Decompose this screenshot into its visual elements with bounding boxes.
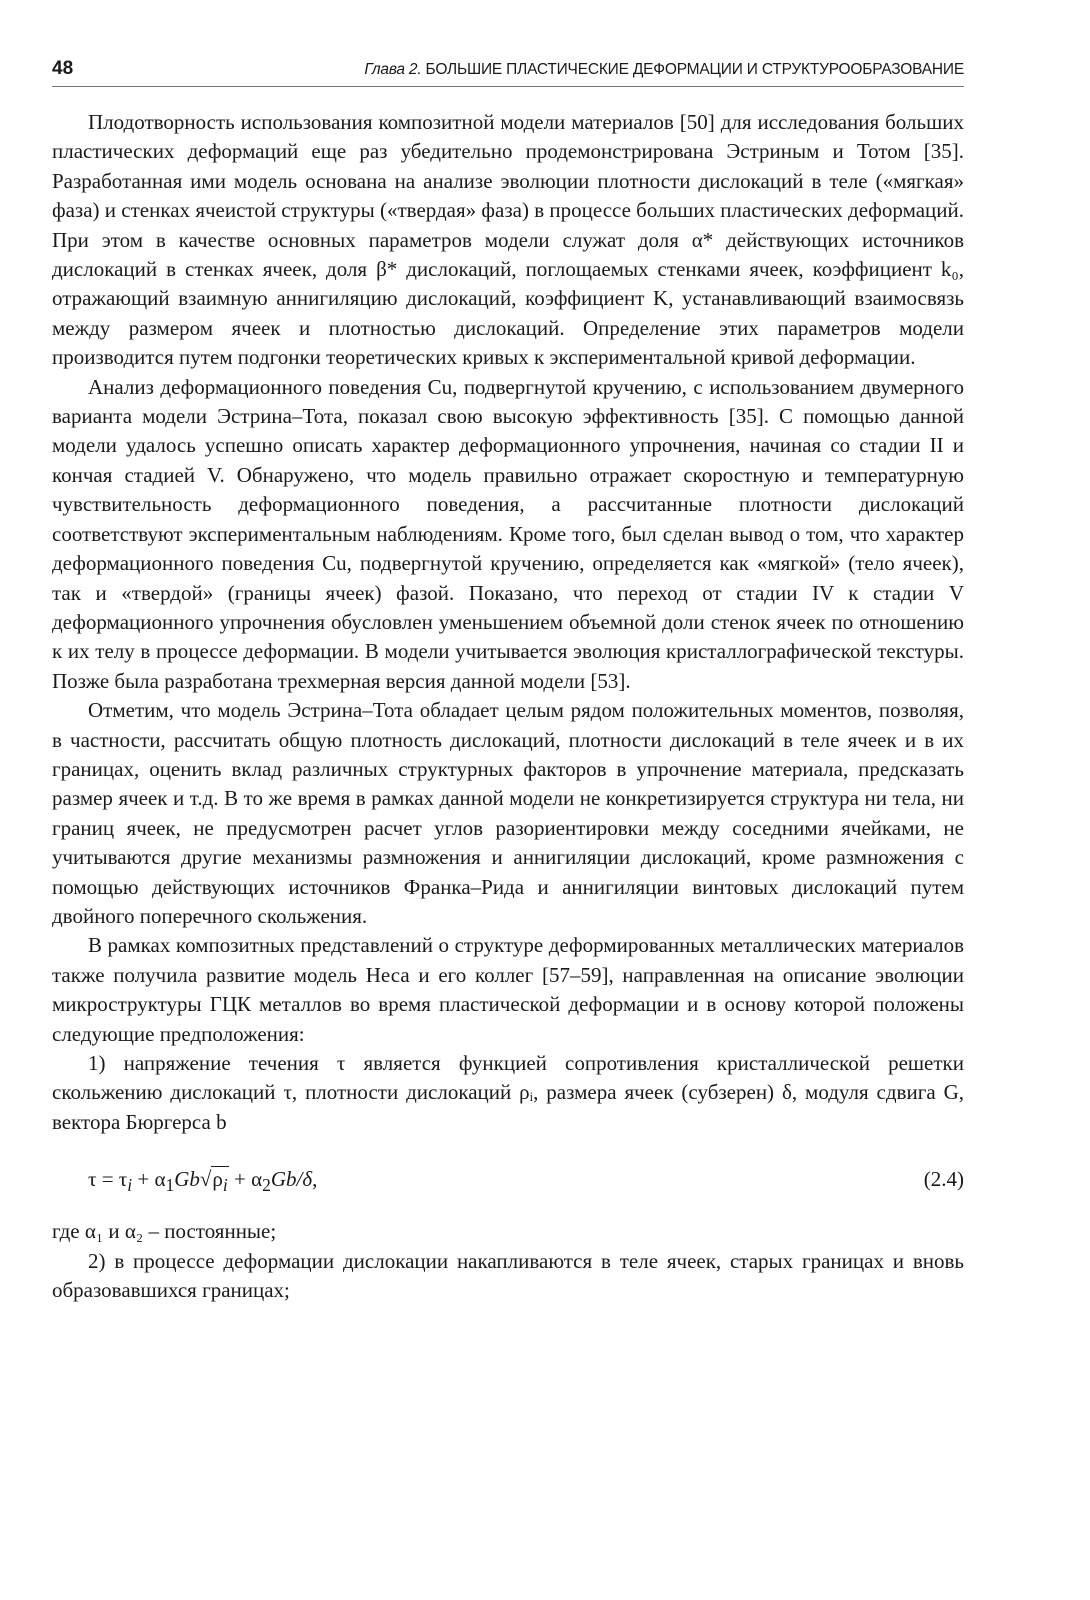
paragraph: 1) напряжение течения τ является функцией сопротивления кристаллической решетки скольжению дислокаций τ, плотности дислокаций ρᵢ, размера ячеек (субзерен) δ, модуля сдвига G, вектора Бюргерса b xyxy=(52,1051,964,1134)
equation-expression: $\tau = \tau_i + \alpha_1Gb√\rho_i + \alpha_2Gb/\delta$, xyxy=(88,1167,318,1196)
page-number: 48 xyxy=(52,58,74,79)
equation-number: (2.4) xyxy=(923,1167,964,1192)
running-title xyxy=(364,61,964,79)
paragraph: Отметим, что модель Эстрина–Тота обладает целым рядом положительных моментов, позволяя, в частности, рассчитать общую плотность дислокаций, плотности дислокаций в теле ячеек и в их границах, оценить вклад различных структурных факторов в упрочнение материала, предсказать размер ячеек и т.д. В то же время в рамках данной модели не конкретизируется структура ни тела, ни границ ячеек, не предусмотрен расчет углов разориентировки между соседними ячейками, не учитываются другие механизмы размножения и аннигиляции дислокаций, кроме размножения с помощью действующих источников Франка–Рида и аннигиляции винтовых дислокаций путем двойного поперечного скольжения. xyxy=(52,698,964,928)
chapter-title: БОЛЬШИЕ ПЛАСТИЧЕСКИЕ ДЕФОРМАЦИИ И СТРУКТУРООБРАЗОВАНИЕ xyxy=(425,61,964,78)
paragraph: 2) в процессе деформации дислокации накапливаются в теле ячеек, старых границах и вновь образовавшихся границах; xyxy=(52,1248,964,1303)
equation-2-4 xyxy=(52,1151,964,1209)
paragraph: где α₁ и α₂ – постоянные; xyxy=(52,1219,277,1244)
body-text xyxy=(52,108,964,1305)
chapter-label: Глава 2. xyxy=(364,61,422,78)
paragraph: Плодотворность использования композитной модели материалов [50] для исследования больших пластических деформаций еще раз убедительно продемонстрирована Эстриным и Тотом [35]. Разработанная ими модель основана на анализе эволюции плотности дислокаций в теле («мягкая» фаза) и стенках ячеистой структуры («твердая» фаза) в процессе больших пластических деформаций. При этом в качестве основных параметров модели служат доля α* действующих источников дислокаций в стенках ячеек, доля β* дислокаций, поглощаемых стенками ячеек, коэффициент k₀, отражающий взаимную аннигиляцию дислокаций, коэффициент K, устанавливающий взаимосвязь между размером ячеек и плотностью дислокаций. Определение этих параметров модели производится путем подгонки теоретических кривых к экспериментальной кривой деформации. xyxy=(52,110,964,370)
paragraph: В рамках композитных представлений о структуре деформированных металлических материалов также получила развитие модель Неса и его коллег [57–59], направленная на описание эволюции микроструктуры ГЦК металлов во время пластической деформации и в основу которой положены следующие предположения: xyxy=(52,933,964,1046)
paragraph: Анализ деформационного поведения Cu, подвергнутой кручению, с использованием двумерного варианта модели Эстрина–Тота, показал свою высокую эффективность [35]. С помощью данной модели удалось успешно описать характер деформационного упрочнения, начиная со стадии II и кончая стадией V. Обнаружено, что модель правильно отражает скоростную и температурную чувствительность деформационного поведения, а рассчитанные плотности дислокаций соответствуют экспериментальным наблюдениям. Кроме того, был сделан вывод о том, что характер деформационного поведения Cu, подвергнутой кручению, определяется как «мягкой» (тело ячеек), так и «твердой» (границы ячеек) фазой. Показано, что переход от стадии IV к стадии V деформационного упрочнения обусловлен уменьшением объемной доли стенок ячеек по отношению к их телу в процессе деформации. В модели учитывается эволюция кристаллографической текстуры. Позже была разработана трехмерная версия данной модели [53]. xyxy=(52,374,964,693)
header-rule xyxy=(52,86,964,87)
running-header xyxy=(52,58,964,84)
